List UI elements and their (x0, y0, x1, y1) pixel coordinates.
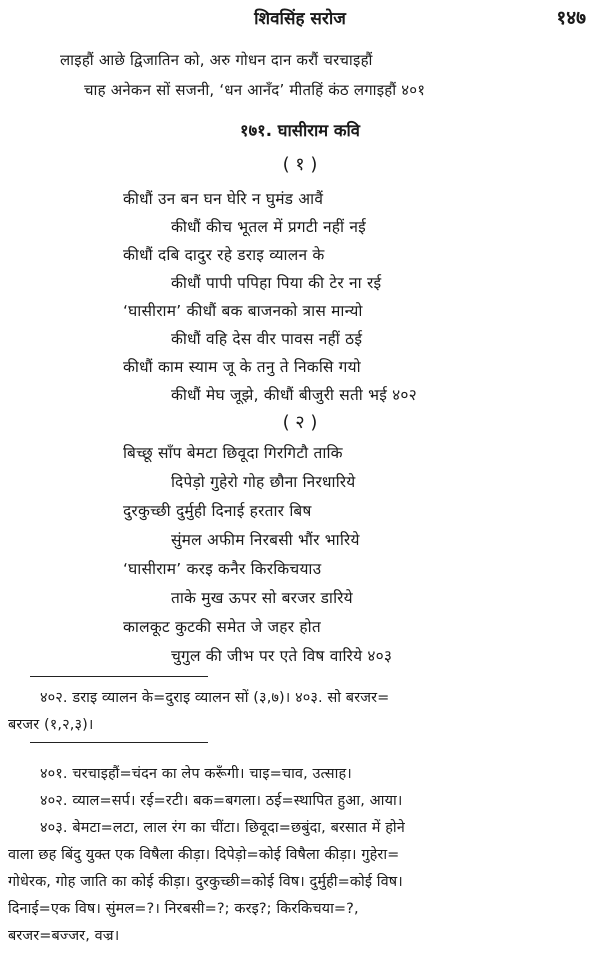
poet-heading: १७१. घासीराम कवि (240, 121, 360, 140)
glossary-line: दिनाई=एक विष। सुंमल=?। निरबसी=?; करइ?; किरकिचया=?, (8, 901, 359, 917)
poem-line: ताके मुख ऊपर सो बरजर डारिये (171, 589, 353, 607)
glossary-line: ४०२. व्याल=सर्प। रई=रटी। बक=बगला। ठई=स्थापित हुआ, आया। (40, 793, 403, 809)
variant-note-line: बरजर (१,२,३)। (8, 717, 94, 733)
poem-line: ‘घासीराम’ करइ कनैर किरकिचयाउ (123, 560, 322, 578)
poem-line: कीधौं दबि दादुर रहे डराइ व्यालन के (123, 246, 325, 264)
poem-line: कीधौं मेघ जूझे, कीधौं बीजुरी सती भई ४०२ (171, 386, 417, 404)
stanza-number: ( २ ) (282, 412, 318, 433)
poem-line: ‘घासीराम’ कीधौं बक बाजनको त्रास मान्यो (123, 302, 363, 320)
poem-line: सुंमल अफीम निरबसी भौंर भारिये (171, 531, 360, 549)
poem-line: दुरकुच्छी दुर्मुही दिनाई हरतार बिष (123, 502, 312, 520)
lead-line: लाइहौं आछे द्विजातिन को, अरु गोधन दान करौं चरचाइहौं (60, 51, 373, 69)
glossary-line: वाला छह बिंदु युक्त एक विषैला कीड़ा। दिपेड़ो=कोई विषैला कीड़ा। गुहेरा= (8, 847, 400, 863)
running-header-title: शिवसिंह सरोज (254, 9, 346, 29)
page-number: १४७ (556, 7, 586, 29)
lead-line: चाह अनेकन सों सजनी, ‘धन आनँद’ मीतहिं कंठ लगाइहौं ४०१ (84, 81, 426, 99)
glossary-line: ४०३. बेमटा=लटा, लाल रंग का चींटा। छिवूदा=छबुंदा, बरसात में होने (40, 820, 405, 836)
glossary-line: गोधेरक, गोह जाति का कोई कीड़ा। दुरकुच्छी=कोई विष। दुर्मुही=कोई विष। (8, 874, 403, 890)
glossary-rule (30, 742, 208, 743)
poem-line: कीधौं पापी पपिहा पिया की टेर ना रई (171, 274, 382, 292)
poem-line: कीधौं वहि देस वीर पावस नहीं ठई (171, 330, 363, 348)
variant-note-line: ४०२. डराइ व्यालन के=दुराइ व्यालन सों (३,७)। ४०३. सो बरजर= (40, 690, 390, 706)
poem-line: बिच्छू साँप बेमटा छिवूदा गिरगिटौ ताकि (123, 444, 343, 462)
poem-line: कीधौं उन बन घन घेरि न घुमंड आवैं (123, 190, 324, 208)
poem-line: कीधौं कीच भूतल में प्रगटी नहीं नई (171, 218, 366, 236)
poem-line: कालकूट कुटकी समेत जे जहर होत (123, 618, 321, 636)
poem-line: दिपेड़ो गुहेरो गोह छौना निरधारिये (171, 473, 356, 491)
poem-line: कीधौं काम स्याम जू के तनु ते निकसि गयो (123, 358, 361, 376)
glossary-line: ४०१. चरचाइहौं=चंदन का लेप करूँगी। चाइ=चाव, उत्साह। (40, 766, 352, 782)
footnote-rule (30, 676, 208, 677)
stanza-number: ( १ ) (282, 154, 318, 175)
glossary-line: बरजर=बज्जर, वज्र। (8, 928, 120, 944)
poem-line: चुगुल की जीभ पर एते विष वारिये ४०३ (171, 647, 393, 665)
